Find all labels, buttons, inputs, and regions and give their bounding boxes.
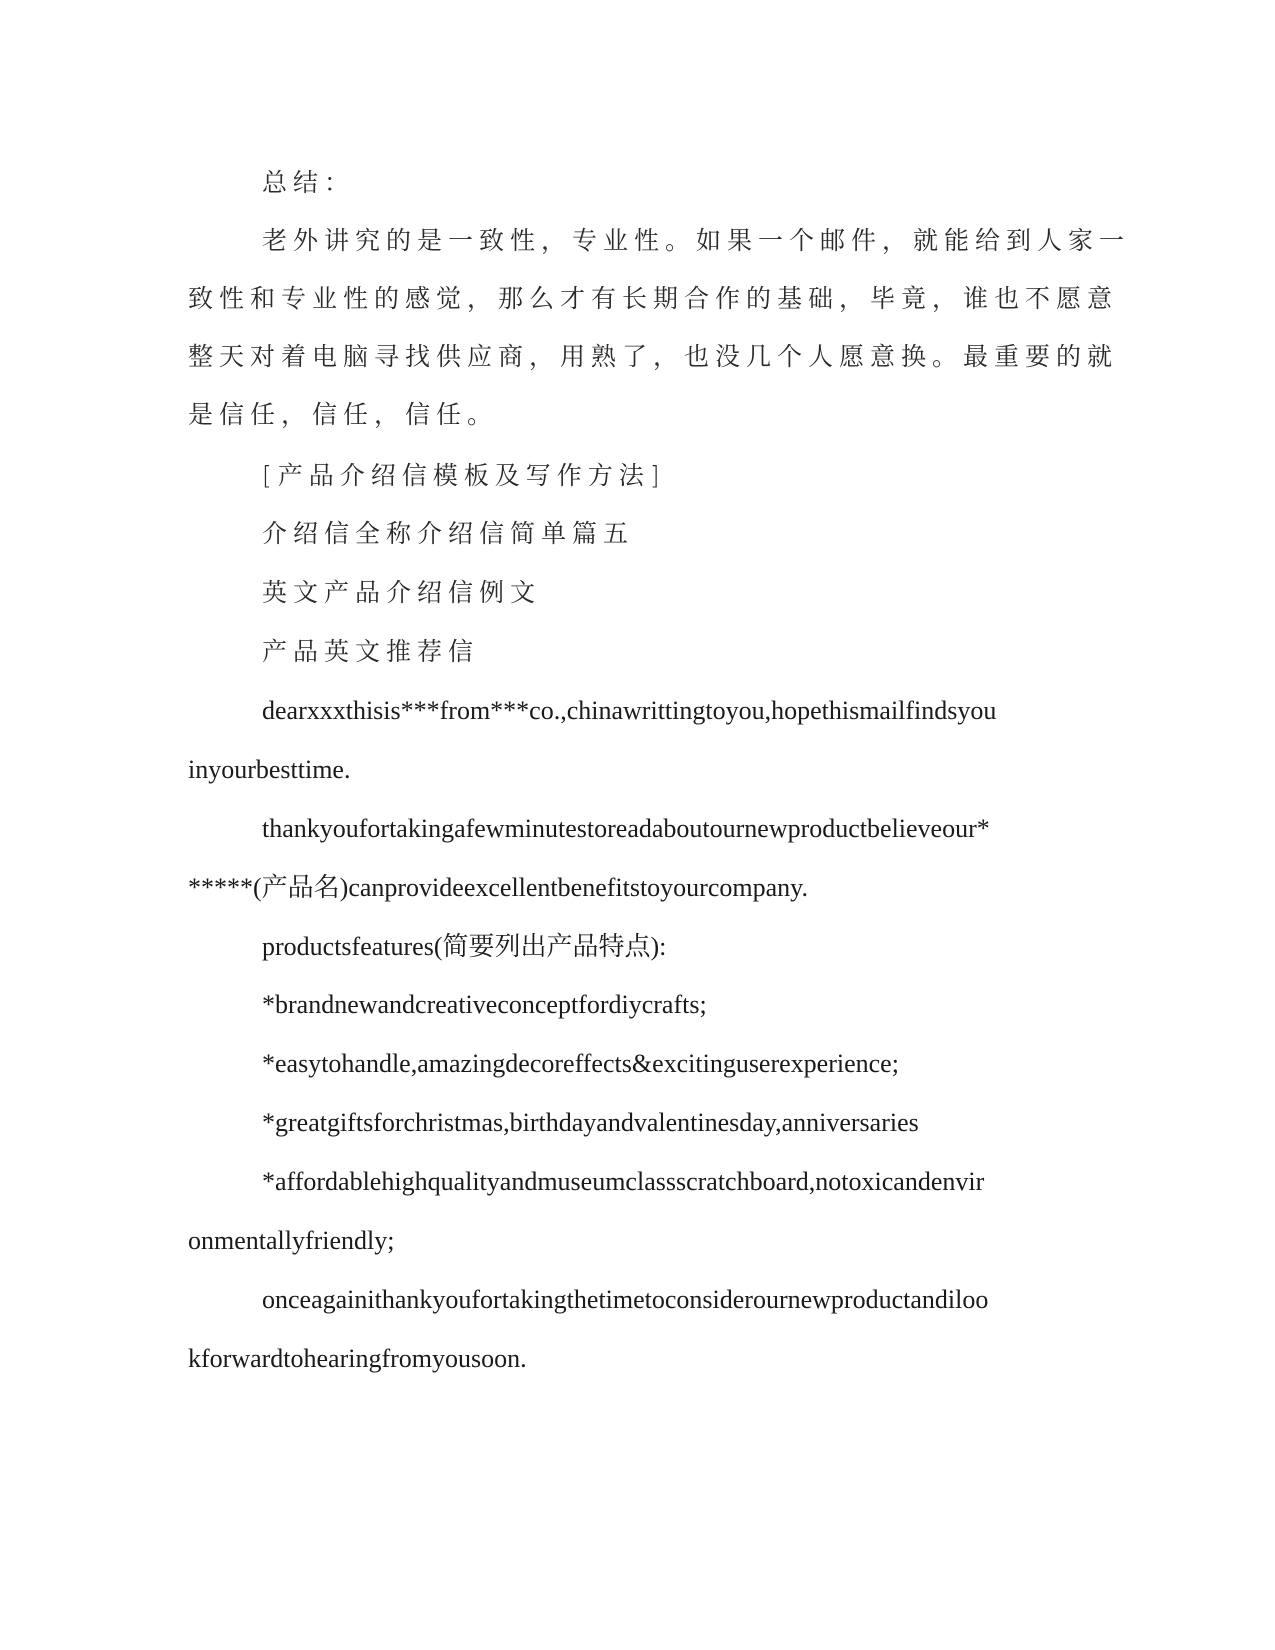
feature-item: *affordablehighqualityandmuseumclassscratchboard,notoxicandenvir bbox=[262, 1167, 985, 1196]
letter-line: inyourbesttime. bbox=[188, 755, 351, 784]
letter-line: *****(产品名)canprovideexcellentbenefitstoyourcompany. bbox=[188, 873, 808, 902]
closing-line: onceagainithankyoufortakingthetimetoconsiderournewproductandiloo bbox=[262, 1285, 989, 1314]
paragraph-line: 老外讲究的是一致性，专业性。如果一个邮件，就能给到人家一 bbox=[262, 226, 1131, 255]
section-title: 介绍信全称介绍信简单篇五 bbox=[262, 519, 635, 548]
section-subtitle: 产品英文推荐信 bbox=[262, 637, 480, 666]
summary-heading: 总结： bbox=[262, 168, 356, 197]
paragraph-line: 致性和专业性的感觉，那么才有长期合作的基础，毕竟，谁也不愿意 bbox=[188, 284, 1119, 313]
feature-item: *brandnewandcreativeconceptfordiycrafts; bbox=[262, 990, 707, 1019]
paragraph-line: 整天对着电脑寻找供应商，用熟了，也没几个人愿意换。最重要的就 bbox=[188, 342, 1119, 371]
paragraph-line: 是信任，信任，信任。 bbox=[188, 400, 499, 429]
letter-line: dearxxxthisis***from***co.,chinawrittingtoyou,hopethismailfindsyou bbox=[262, 696, 997, 725]
closing-line: kforwardtohearingfromyousoon. bbox=[188, 1344, 527, 1373]
section-link-title: [产品介绍信模板及写作方法] bbox=[262, 461, 666, 490]
section-subtitle: 英文产品介绍信例文 bbox=[262, 578, 542, 607]
feature-item: *greatgiftsforchristmas,birthdayandvalentinesday,anniversaries bbox=[262, 1108, 919, 1137]
letter-line: thankyoufortakingafewminutestoreadaboutournewproductbelieveour* bbox=[262, 814, 990, 843]
features-heading: productsfeatures(简要列出产品特点): bbox=[262, 932, 667, 961]
feature-item-continued: onmentallyfriendly; bbox=[188, 1226, 395, 1255]
feature-item: *easytohandle,amazingdecoreffects&excitinguserexperience; bbox=[262, 1049, 899, 1078]
